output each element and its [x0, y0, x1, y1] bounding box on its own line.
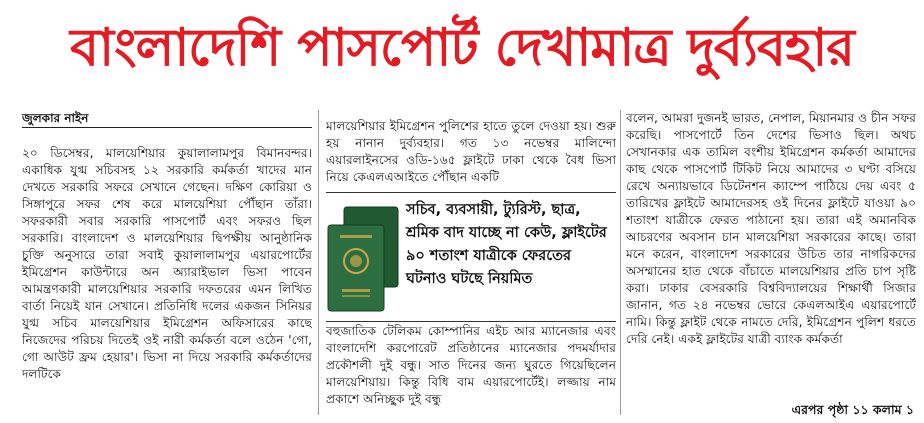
column-divider	[318, 110, 319, 415]
article-column-3	[626, 110, 916, 400]
passport-image	[326, 199, 400, 315]
article-column-2-top	[326, 118, 616, 190]
column-divider	[620, 110, 621, 415]
headline: বাংলাদেশি পাসপোর্ট দেখামাত্র দুর্ব্যবহার	[70, 17, 854, 78]
article-column-2-bottom	[326, 323, 616, 421]
article-text: বলেন, আমরা দুজনই ভারত, নেপাল, মিয়ানমার ও চীন সফর করেছি। পাসপোর্টে তিন দেশের ভিসাও ছিল। অথচ সেখানকার এক তামিল বংশীয় ইমিগ্রেশন কর্মকর্তা আমাদের কাছ থেকে পাসপোর্ট টিকিট নিয়ে আমাদের ৩ ঘণ্টা বসিয়ে রেখে অন্যায়ভাবে ডিটেনশন ক্যাম্পে পাঠিয়ে দেয় এবং ৫ তারিখের ফ্লাইটে আমাদেরসহ ওই দিনের ফ্লাইটে যাওয়া ৯০ শতাংশ যাত্রীকে ফেরত পাঠানো হয়। তারা এই অমানবিক আচরণের অবসান চান মালয়েশিয়া সরকারের কাছে। তারা মনে করেন, বাংলাদেশ সরকারের উচিত তার নাগরিকদের অসম্মানের হাত থেকে বাঁচাতে মালয়েশিয়ার প্রতি চাপ সৃষ্টি করা। ঢাকার বেসরকারি বিশ্ববিদ্যালয়ের শিক্ষার্থী সিজার জানান, গত ২৪ নভেম্বর ভোরে কেএলআইএ এয়ারপোর্টে নামি। কিন্তু ফ্লাইট থেকে নামতে দেরি, ইমিগ্রেশন পুলিশ ধরতে দেরি নেই। একই ফ্লাইটের যাত্রী ব্যাংক কর্মকর্তা	[626, 111, 916, 346]
callout-box	[326, 192, 616, 322]
article-text: ২০ ডিসেম্বর, মালয়েশিয়ার কুয়ালালামপুর বিমানবন্দর। একাধিক যুগ্ম সচিবসহ ১২ সরকারি কর্মকর্তা খাদের মান দেখতে সরকারি সফরে সেখানে গেছেন। দক্ষিণ কোরিয়া ও সিঙ্গাপুরে সফর শেষ করে মালয়েশিয়া পৌঁছান তাঁরা। সফরকারী সবার সরকারি পাসপোর্ট এবং সফরও ছিল সরকারি। বাংলাদেশ ও মালয়েশিয়ার দ্বিপক্ষীয় আনুষ্ঠানিক চুক্তি অনুসারে তারা সবাই কুয়ালালামপুর এয়ারপোর্টের ইমিগ্রেশন কাউন্টারে অন অ্যারাইভাল ভিসা পাবেন আমন্ত্রণকারী মালয়েশিয়ার সরকারি দফতরের এমন লিখিত বার্তা নিয়েই যান সেখানে। প্রতিনিধি দলের একজন সিনিয়র যুগ্ম সচিব মালয়েশিয়ার ইমিগ্রেশন অফিসারের কাছে নিজেদের পরিচয় দিতেই ওই নারী কর্মকর্তা বলে ওঠেন 'গো, গো আউট ফ্রম হেয়ার'। ভিসা না দিয়ে সরকারি কর্মকর্তাদের দলটিকে	[22, 146, 312, 381]
article-text: বহুজাতিক টেলিকম কোম্পানির এইচ আর ম্যানেজার এবং বাংলাদেশি করপোরেট প্রতিষ্ঠানের ম্যানেজার পদমর্যাদার প্রকৌশলী দুই বন্ধু। সাত দিনের জন্য ঘুরতে গিয়েছিলেন মালয়েশিয়ায়। কিন্তু বিধি বাম এয়ারপোর্টেই। লজ্জায় নাম প্রকাশে অনিচ্ছুক দুই বন্ধু	[326, 324, 616, 406]
article-column-1	[22, 145, 312, 420]
continued-notice: এরপর পৃষ্ঠা ১১ কলাম ১	[791, 402, 914, 417]
byline-rule	[22, 127, 312, 128]
byline: জুলকার নাইন	[22, 111, 89, 125]
article-text: মালয়েশিয়ার ইমিগ্রেশন পুলিশের হাতে তুলে দেওয়া হয়। শুরু হয় নানান দুর্ব্যবহার। গত ১৩ নভেম্বর মালিন্দো এয়ারলাইনসের ওডি-১৬৫ ফ্লাইটে ঢাকা থেকে বৈধ ভিসা নিয়ে কেএলএআইতে পৌঁছান একটি	[326, 119, 616, 184]
callout-text: সচিব, ব্যবসায়ী, ট্যুরিস্ট, ছাত্র, শ্রমিক বাদ যাচ্ছে না কেউ, ফ্লাইটের ৯০ শতাংশ যাত্রীকে ফেরতের ঘটনাও ঘটছে নিয়মিত	[406, 202, 607, 287]
